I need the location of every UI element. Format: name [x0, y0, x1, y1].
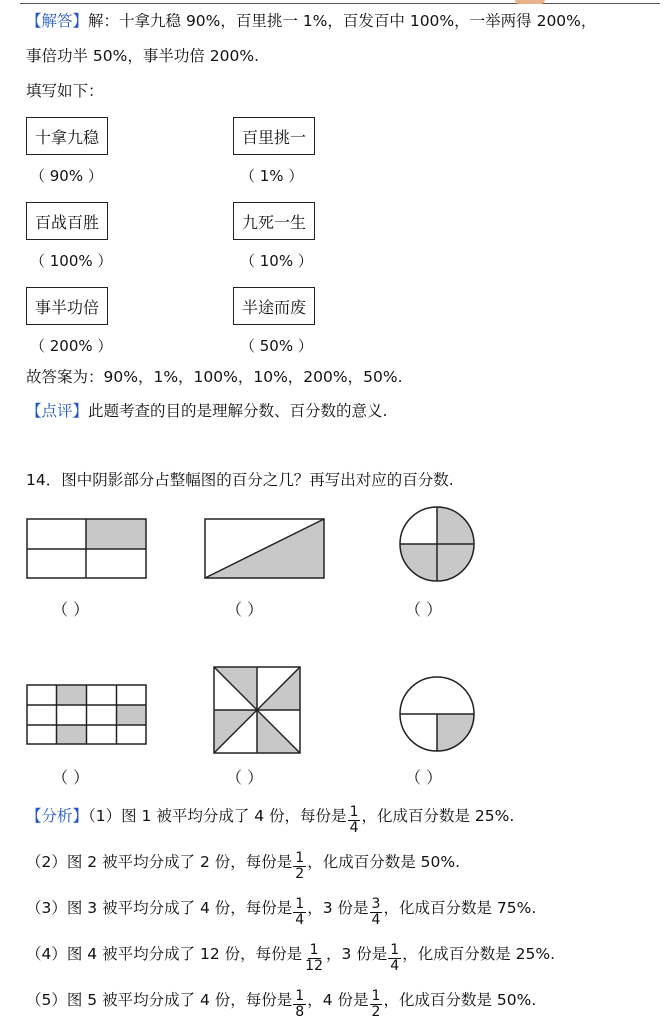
top-rule — [20, 3, 660, 4]
answer-blank[interactable]: （ ） — [52, 768, 90, 787]
analysis-line-1: 【分析】（1）图 1 被平均分成了 4 份，每份是 $\frac{1}{4}$ ，化成百分数是 25%. — [26, 804, 515, 836]
fill-intro: 填写如下： — [26, 82, 104, 100]
fraction: $\frac{1}{4}$ — [349, 804, 359, 836]
fraction: $\frac{1}{4}$ — [390, 942, 400, 974]
analysis-line-3: （3）图 3 被平均分成了 4 份，每份是 $\frac{1}{4}$ ，3 份是 $\frac{3}{4}$ ，化成百分数是 75%. — [26, 896, 537, 928]
idiom-value: （ 1% ） — [240, 167, 304, 185]
idiom-box: 百里挑一 — [233, 117, 315, 155]
figure-2 — [204, 518, 326, 580]
figure-5 — [213, 666, 302, 755]
answer-blank[interactable]: （ ） — [405, 768, 443, 787]
figure-1 — [26, 518, 148, 580]
answer-conclusion: 故答案为：90%，1%，100%，10%，200%，50%. — [26, 368, 403, 386]
idiom-value: （ 200% ） — [30, 337, 113, 355]
idiom-box: 九死一生 — [233, 202, 315, 240]
idiom-value: （ 10% ） — [240, 252, 313, 270]
answer-line-2: 事倍功半 50%，事半功倍 200%. — [26, 47, 260, 65]
answer-blank[interactable]: （ ） — [52, 600, 90, 619]
analysis-line-4: （4）图 4 被平均分成了 12 份，每份是 $\frac{1}{12}$ ，3 份是 $\frac{1}{4}$ ，化成百分数是 25%. — [26, 942, 556, 974]
answer-label: 【解答】 — [26, 12, 89, 30]
fraction: $\frac{1}{4}$ — [295, 896, 305, 928]
review-line — [26, 400, 387, 422]
idiom-value: （ 90% ） — [30, 167, 103, 185]
figure-4 — [26, 684, 148, 746]
idiom-value: （ 50% ） — [240, 337, 313, 355]
answer-blank[interactable]: （ ） — [405, 600, 443, 619]
answer-blank[interactable]: （ ） — [226, 768, 264, 787]
answer-text-1: 解：十拿九稳 90%，百里挑一 1%，百发百中 100%，一举两得 200%， — [88, 12, 597, 30]
review-text: 此题考查的目的是理解分数、百分数的意义. — [88, 402, 388, 420]
question-14-text: 14．图中阴影部分占整幅图的百分之几？再写出对应的百分数. — [26, 471, 454, 489]
review-label: 【点评】 — [26, 402, 89, 420]
analysis-line-2: （2）图 2 被平均分成了 2 份，每份是 $\frac{1}{2}$ ，化成百分数是 50%. — [26, 850, 461, 882]
header-decoration — [515, 0, 545, 4]
fraction: $\frac{1}{2}$ — [295, 850, 305, 882]
figure-3 — [398, 505, 478, 585]
figure-6 — [398, 675, 478, 755]
fraction: $\frac{1}{12}$ — [305, 942, 323, 974]
analysis-line-5: （5）图 5 被平均分成了 4 份，每份是 $\frac{1}{8}$ ，4 份是 $\frac{1}{2}$ ，化成百分数是 50%. — [26, 988, 537, 1020]
idiom-box: 百战百胜 — [26, 202, 108, 240]
answer-blank[interactable]: （ ） — [226, 600, 264, 619]
fraction: $\frac{3}{4}$ — [371, 896, 381, 928]
idiom-value: （ 100% ） — [30, 252, 113, 270]
idiom-box: 十拿九稳 — [26, 117, 108, 155]
fraction: $\frac{1}{2}$ — [371, 988, 381, 1020]
answer-line-1 — [26, 10, 596, 32]
idiom-box: 半途而废 — [233, 287, 315, 325]
idiom-box: 事半功倍 — [26, 287, 108, 325]
analysis-label: 【分析】 — [26, 807, 89, 825]
fraction: $\frac{1}{8}$ — [295, 988, 305, 1020]
